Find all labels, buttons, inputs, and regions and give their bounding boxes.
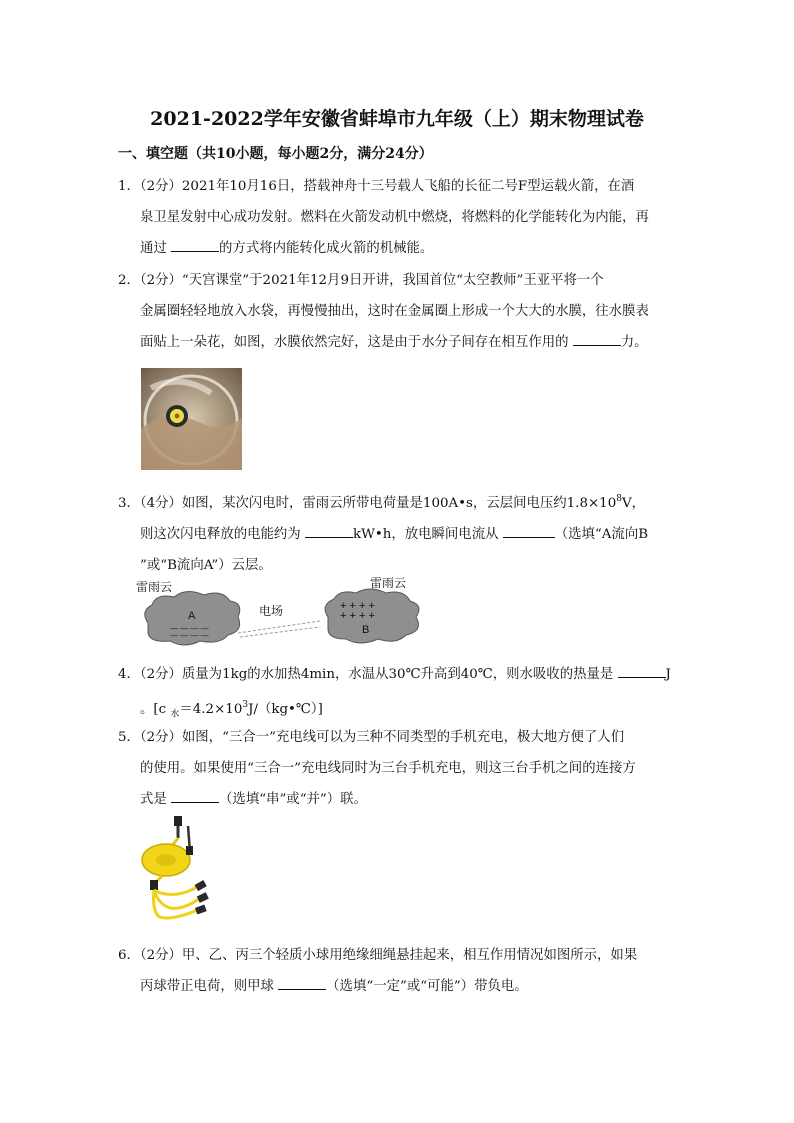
q4-line1: 4．（2分）质量为1kg的水加热4min，水温从30℃升高到40℃，则水吸收的热量是 J xyxy=(118,667,671,682)
q6-line1: 6．（2分）甲、乙、丙三个轻质小球用绝缘细绳悬挂起来，相互作用情况如图所示，如果 xyxy=(118,948,638,963)
field-label: 电场 xyxy=(259,604,284,618)
label-b: B xyxy=(362,624,370,636)
svg-text:— — — —: — — — — xyxy=(170,631,209,640)
q3-line1: 3．（4分）如图，某次闪电时，雷雨云所带电荷量是100A•s，云层间电压约$1.8\times 10^8V$， xyxy=(118,494,646,511)
page-title: 2021-2022学年安徽省蚌埠市九年级（上）期末物理试卷 xyxy=(150,108,644,130)
negative-charges: — — — — xyxy=(170,624,209,633)
positive-charges: + + + + xyxy=(340,600,375,612)
question-2 xyxy=(118,265,678,358)
charging-cable-image xyxy=(128,816,218,928)
answer-blank xyxy=(618,665,666,678)
answer-blank xyxy=(278,977,326,990)
thundercloud-diagram xyxy=(134,575,434,650)
question-5 xyxy=(118,722,678,815)
q5-line1: 5．（2分）如图，“三合一”充电线可以为三种不同类型的手机充电，极大地方便了人们 xyxy=(118,730,625,745)
section-heading: 一、填空题（共10小题，每小题2分，满分24分） xyxy=(118,146,433,162)
answer-blank xyxy=(503,525,555,538)
question-1 xyxy=(118,171,678,264)
answer-blank xyxy=(305,525,353,538)
cloud-right-label: 雷雨云 xyxy=(370,576,407,590)
q4-line2: 。[c $_水=4.2\times 10^3J/(kg•℃)$] xyxy=(140,700,323,720)
q2-line2: 金属圈轻轻地放入水袋，再慢慢抽出，这时在金属圈上形成一个大大的水膜，往水膜表 xyxy=(140,304,649,319)
water-film-photo xyxy=(141,368,242,470)
q5-line2: 的使用。如果使用“三合一”充电线同时为三台手机充电，则这三台手机之间的连接方 xyxy=(140,761,636,776)
answer-blank xyxy=(171,790,219,803)
q1-line3: 通过 的方式将内能转化成火箭的机械能。 xyxy=(140,241,434,256)
cloud-left-label: 雷雨云 xyxy=(136,580,173,594)
q1-line2: 泉卫星发射中心成功发射。燃料在火箭发动机中燃烧，将燃料的化学能转化为内能，再 xyxy=(140,210,649,225)
q2-line1: 2．（2分）“天宫课堂”于2021年12月9日开讲，我国首位“太空教师”王亚平将一个 xyxy=(118,273,604,288)
field-lines xyxy=(238,621,320,637)
label-a: A xyxy=(188,610,196,622)
q5-line3: 式是 （选填“串”或“并”）联。 xyxy=(140,792,367,807)
q2-line3: 面贴上一朵花，如图，水膜依然完好，这是由于水分子间存在相互作用的 力。 xyxy=(140,335,648,350)
question-6 xyxy=(118,940,678,1002)
answer-blank xyxy=(573,333,621,346)
q1-line1: 1．（2分）2021年10月16日，搭载神舟十三号载人飞船的长征二号F型运载火箭，在酒 xyxy=(118,179,635,194)
q3-line2: 则这次闪电释放的电能约为 kW•h，放电瞬间电流从 （选填“A流向B xyxy=(140,527,649,542)
svg-text:+ + + +: + + + + xyxy=(340,610,375,622)
question-3 xyxy=(118,484,678,581)
answer-blank xyxy=(171,239,219,252)
question-4 xyxy=(118,659,678,731)
q3-line3: ”或“B流向A”）云层。 xyxy=(140,558,272,573)
q6-line2: 丙球带正电荷，则甲球 （选填“一定”或“可能”）带负电。 xyxy=(140,979,528,994)
